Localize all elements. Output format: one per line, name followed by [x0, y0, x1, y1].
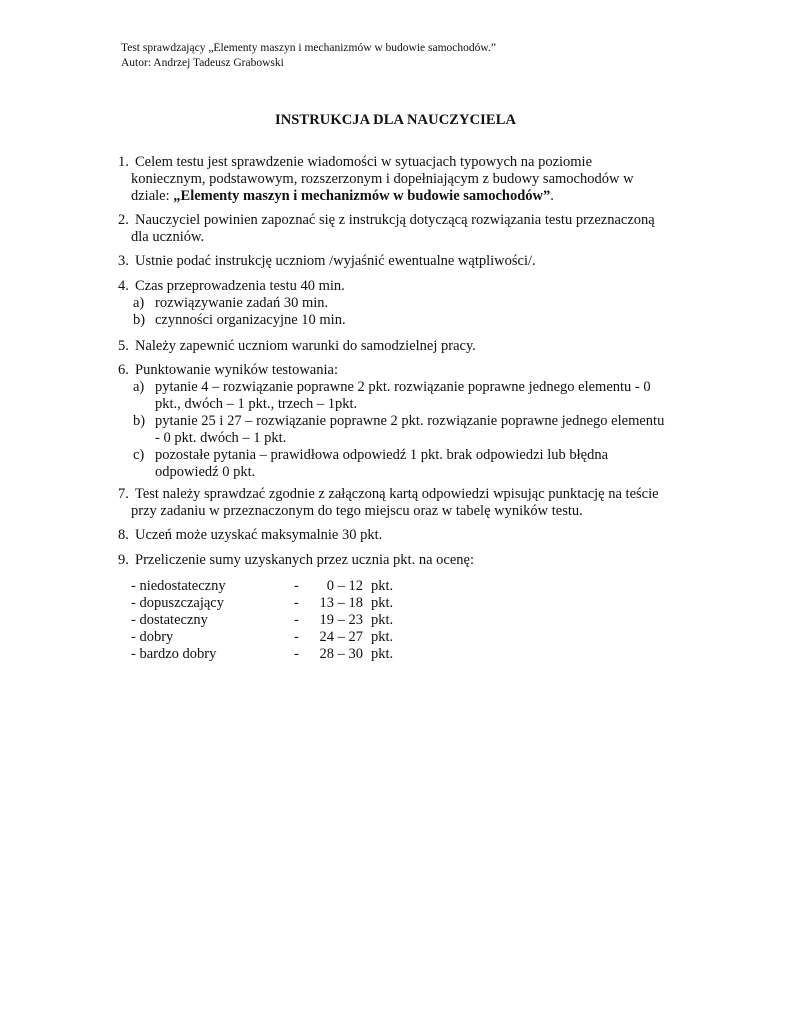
item-line: Celem testu jest sprawdzenie wiadomości w sytuacjach typowych na poziomie	[135, 154, 593, 170]
instruction-item-7	[118, 486, 688, 520]
page-header	[121, 41, 496, 71]
grade-separator: -	[294, 578, 299, 594]
instruction-item-4	[118, 278, 688, 329]
sub-item-mark: c)	[133, 447, 145, 463]
item-number: 4.	[118, 278, 129, 294]
grade-separator: -	[294, 612, 299, 628]
instruction-item-1	[118, 154, 688, 205]
item-number: 7.	[118, 486, 129, 502]
grade-unit: pkt.	[371, 578, 394, 594]
header-author: Autor: Andrzej Tadeusz Grabowski	[121, 57, 284, 69]
item-line: dla uczniów.	[131, 229, 205, 245]
sub-item-line: pkt., dwóch – 1 pkt., trzech – 1pkt.	[155, 396, 358, 412]
item-number: 5.	[118, 338, 129, 354]
sub-item-line: czynności organizacyjne 10 min.	[155, 312, 346, 328]
sub-item-mark: a)	[133, 295, 145, 311]
grade-unit: pkt.	[371, 612, 394, 628]
sub-item-line: pytanie 25 i 27 – rozwiązanie poprawne 2 pkt. rozwiązanie poprawne jednego elementu	[155, 413, 665, 429]
sub-item-a	[118, 379, 688, 413]
grade-range: 19 – 23	[319, 612, 363, 628]
item-number: 2.	[118, 212, 129, 228]
sub-item-mark: b)	[133, 413, 146, 429]
item-line: Nauczyciel powinien zapoznać się z instrukcją dotyczącą rozwiązania testu przeznaczoną	[135, 212, 655, 228]
sub-item-b	[118, 413, 688, 447]
sub-item-mark: b)	[133, 312, 146, 328]
sub-item-mark: a)	[133, 379, 145, 395]
sub-item-a	[118, 295, 688, 312]
grade-separator: -	[294, 595, 299, 611]
item-text: dziale:	[131, 188, 174, 204]
grade-name: - bardzo dobry	[131, 646, 217, 662]
grade-name: - niedostateczny	[131, 578, 226, 594]
grade-unit: pkt.	[371, 595, 394, 611]
grade-unit: pkt.	[371, 646, 394, 662]
item-number: 6.	[118, 362, 129, 378]
grade-name: - dopuszczający	[131, 595, 224, 611]
item-line	[118, 188, 688, 205]
grade-name: - dostateczny	[131, 612, 208, 628]
grade-unit: pkt.	[371, 629, 394, 645]
grade-range: 24 – 27	[319, 629, 363, 645]
item-line: koniecznym, podstawowym, rozszerzonym i dopełniającym z budowy samochodów w	[131, 171, 634, 187]
instruction-item-8	[118, 527, 688, 544]
sub-item-line: pytanie 4 – rozwiązanie poprawne 2 pkt. rozwiązanie poprawne jednego elementu - 0	[155, 379, 651, 395]
item-bold-text: „Elementy maszyn i mechanizmów w budowie samochodów”	[173, 188, 551, 204]
instruction-item-2	[118, 212, 688, 246]
grade-separator: -	[294, 646, 299, 662]
grade-separator: -	[294, 629, 299, 645]
item-line: Należy zapewnić uczniom warunki do samodzielnej pracy.	[135, 338, 476, 354]
sub-item-line: - 0 pkt. dwóch – 1 pkt.	[155, 430, 287, 446]
item-number: 8.	[118, 527, 129, 543]
item-line: Ustnie podać instrukcję uczniom /wyjaśnić ewentualne wątpliwości/.	[135, 253, 536, 269]
grade-name: - dobry	[131, 629, 174, 645]
instruction-item-5	[118, 338, 688, 355]
item-line: Punktowanie wyników testowania:	[135, 362, 338, 378]
item-line: Test należy sprawdzać zgodnie z załączoną kartą odpowiedzi wpisując punktację na teście	[135, 486, 659, 502]
header-test-title: Test sprawdzający „Elementy maszyn i mechanizmów w budowie samochodów.”	[121, 42, 496, 54]
sub-item-line: rozwiązywanie zadań 30 min.	[155, 295, 329, 311]
grade-range: 28 – 30	[319, 646, 363, 662]
grade-range: 0 – 12	[326, 578, 363, 594]
item-line: przy zadaniu w przeznaczonym do tego miejscu oraz w tabelę wyników testu.	[131, 503, 583, 519]
instruction-item-3	[118, 253, 688, 270]
sub-item-c	[118, 447, 688, 481]
sub-item-b	[118, 312, 688, 329]
page-title: INSTRUKCJA DLA NAUCZYCIELA	[274, 112, 517, 128]
item-text: .	[550, 188, 554, 204]
item-number: 9.	[118, 552, 129, 568]
sub-item-line: pozostałe pytania – prawidłowa odpowiedź 1 pkt. brak odpowiedzi lub błędna	[155, 447, 609, 463]
item-number: 1.	[118, 154, 129, 170]
instruction-item-9	[118, 552, 688, 569]
grade-range: 13 – 18	[319, 595, 363, 611]
instruction-item-6	[118, 362, 688, 481]
item-number: 3.	[118, 253, 129, 269]
item-line: Przeliczenie sumy uzyskanych przez ucznia pkt. na ocenę:	[135, 552, 474, 568]
item-line: Czas przeprowadzenia testu 40 min.	[135, 278, 345, 294]
item-line: Uczeń może uzyskać maksymalnie 30 pkt.	[135, 527, 383, 543]
sub-item-line: odpowiedź 0 pkt.	[155, 464, 256, 480]
